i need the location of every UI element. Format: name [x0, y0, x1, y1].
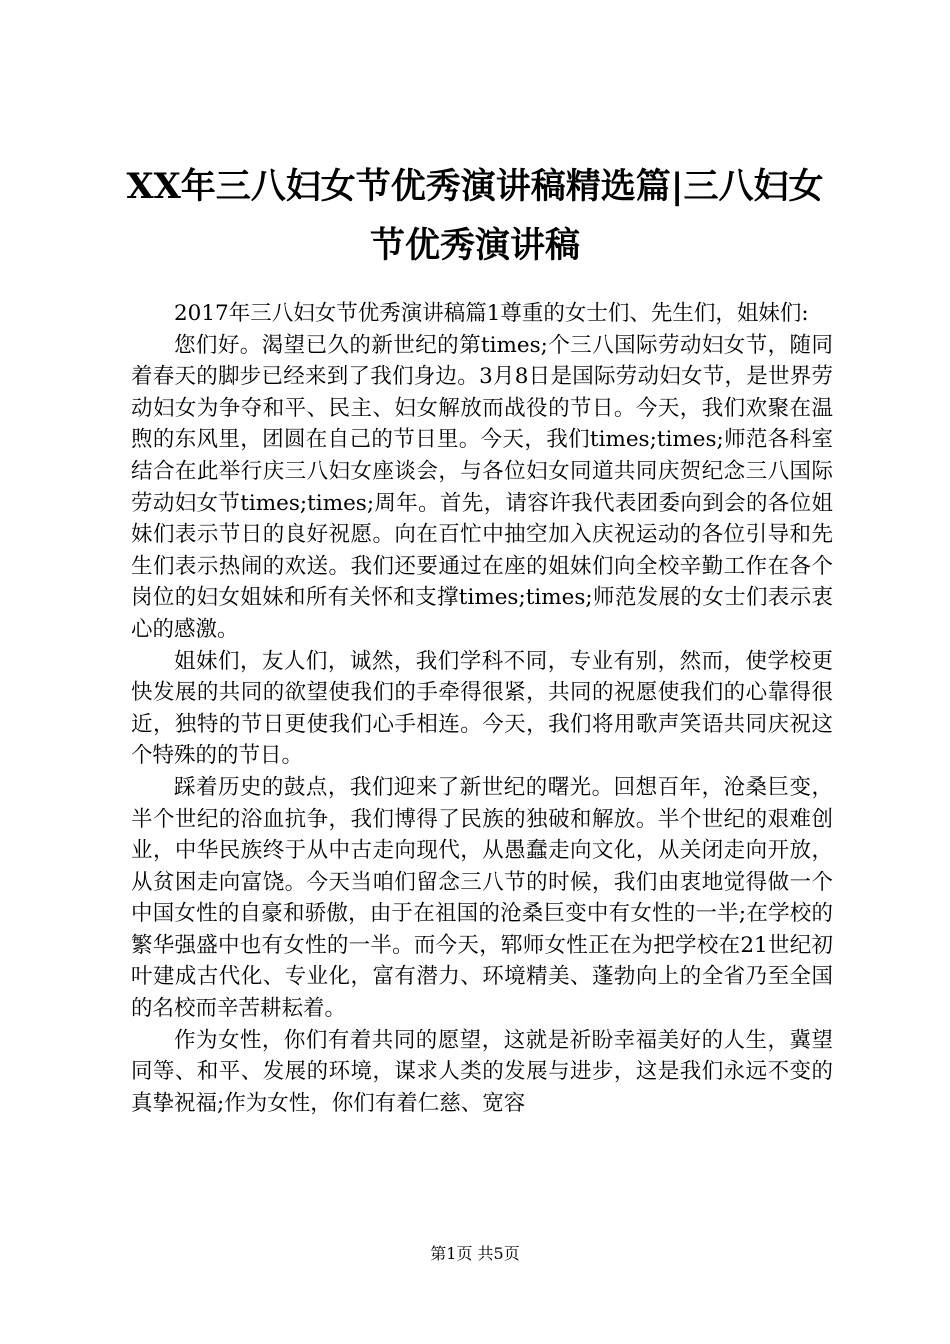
paragraph: 踩着历史的鼓点，我们迎来了新世纪的曙光。回想百年，沧桑巨变，半个世纪的浴血抗争，我们博得了民族的独破和解放。半个世纪的艰难创业，中华民族终于从中古走向现代，从愚蠢走向文化，从关闭走向开放，从贫困走向富饶。今天当咱们留念三八节的时候，我们由衷地觉得做一个中国女性的自豪和骄傲，由于在祖国的沧桑巨变中有女性的一半;在学校的繁华强盛中也有女性的一半。而今天，郓师女性正在为把学校在21世纪初叶建成古代化、专业化，富有潜力、环境精美、蓬勃向上的全省乃至全国的名校而辛苦耕耘着。 [131, 774, 833, 1022]
paragraph: 2017年三八妇女节优秀演讲稿篇1尊重的女士们、先生们，姐妹们: [174, 301, 809, 326]
document-title-line-2: 节优秀演讲稿 [369, 225, 580, 266]
paragraph: 作为女性，你们有着共同的愿望，这就是祈盼幸福美好的人生，冀望同等、和平、发展的环境，谋求人类的发展与进步，这是我们永远不变的真挚祝福;作为女性，你们有着仁慈、宽容 [131, 1027, 833, 1116]
paragraph: 您们好。渴望已久的新世纪的第times;个三八国际劳动妇女节，随同着春天的脚步已经来到了我们身边。3月8日是国际劳动妇女节，是世界劳动妇女为争夺和平、民主、妇女解放而战役的节日。今天，我们欢聚在温煦的东风里，团圆在自己的节日里。今天，我们times;times;师范各科室结合在此举行庆三八妇女座谈会，与各位妇女同道共同庆贺纪念三八国际劳动妇女节times;times;周年。首先，请容许我代表团委向到会的各位姐妹们表示节日的良好祝愿。向在百忙中抽空加入庆祝运动的各位引导和先生们表示热闹的欢送。我们还要通过在座的姐妹们向全校辛勤工作在各个岗位的妇女姐妹和所有关怀和支撑times;times;师范发展的女士们表示衷心的感激。 [131, 332, 833, 642]
page-number-footer: 第1页 共5页 [430, 1244, 520, 1263]
document-title-line-1: XX年三八妇女节优秀演讲稿精选篇|三八妇女 [126, 166, 824, 207]
document-body [131, 298, 833, 1119]
paragraph: 姐妹们，友人们，诚然，我们学科不同，专业有别，然而，使学校更快发展的共同的欲望使我们的手牵得很紧，共同的祝愿使我们的心靠得很近，独特的节日更使我们心手相连。今天，我们将用歌声笑语共同庆祝这个特殊的的节日。 [131, 648, 833, 769]
